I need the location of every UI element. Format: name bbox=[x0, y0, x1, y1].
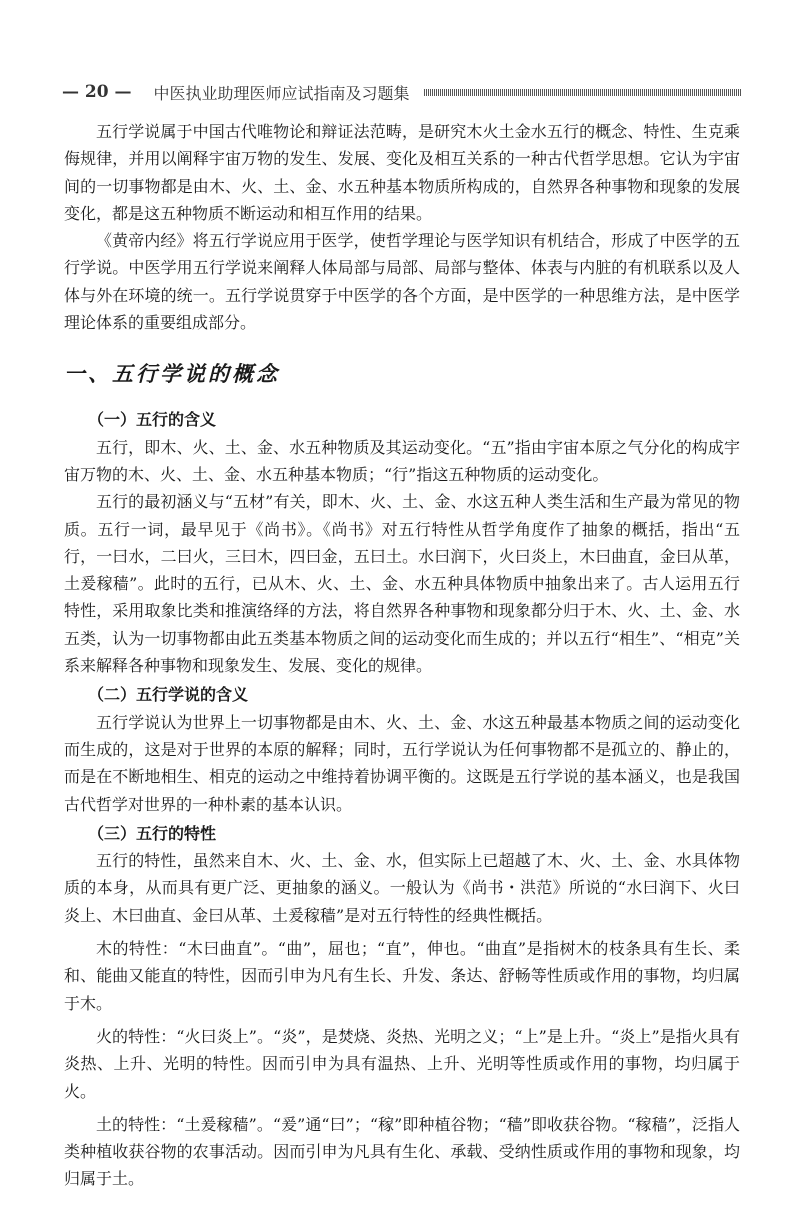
section-heading: 一、五行学说的概念 bbox=[64, 361, 280, 387]
subsection-1-paragraph-1: 五行，即木、火、土、金、水五种物质及其运动变化。“五”指由宇宙本原之气分化的构成宇宙万物的木、火、土、金、水五种基本物质；“行”指这五种物质的运动变化。 bbox=[64, 437, 740, 484]
subsection-heading-1: （一）五行的含义 bbox=[88, 410, 217, 430]
page-header bbox=[62, 80, 742, 104]
page-number: — 20 — bbox=[62, 82, 132, 102]
wood-property-paragraph: 木的特性：“木曰曲直”。“曲”，屈也；“直”，伸也。“曲直”是指树木的枝条具有生长、柔和、能曲又能直的特性，因而引申为凡有生长、升发、条达、舒畅等性质或作用的事物，均归属于木。 bbox=[64, 939, 740, 1013]
intro-paragraph-2: 《黄帝内经》将五行学说应用于医学，使哲学理论与医学知识有机结合，形成了中医学的五行学说。中医学用五行学说来阐释人体局部与局部、局部与整体、体表与内脏的有机联系以及人体与外在环境的统一。五行学说贯穿于中医学的各个方面，是中医学的一种思维方法，是中医学理论体系的重要组成部分。 bbox=[64, 231, 740, 333]
intro-paragraph-1: 五行学说属于中国古代唯物论和辩证法范畴，是研究木火土金水五行的概念、特性、生克乘侮规律，并用以阐释宇宙万物的发生、发展、变化及相互关系的一种古代哲学思想。它认为宇宙间的一切事物都是由木、火、土、金、水五种基本物质所构成的，自然界各种事物和现象的发展变化，都是这五种物质不断运动和相互作用的结果。 bbox=[64, 122, 740, 223]
subsection-heading-2: （二）五行学说的含义 bbox=[88, 685, 249, 705]
subsection-1-paragraph-2: 五行的最初涵义与“五材”有关，即木、火、土、金、水这五种人类生活和生产最为常见的物质。五行一词，最早见于《尚书》。《尚书》对五行特性从哲学角度作了抽象的概括，指出“五行，一曰水，二曰火，三曰木，四曰金，五曰土。水曰润下，火曰炎上，木曰曲直，金曰从革，土爰稼穑”。此时的五行，已从木、火、土、金、水五种具体物质中抽象出来了。古人运用五行特性，采用取象比类和推演络绎的方法，将自然界各种事物和现象都分归于木、火、土、金、水五类，认为一切事物都由此五类基本物质之间的运动变化而生成的；并以五行“相生”、“相克”关系来解释各种事物和现象发生、发展、变化的规律。 bbox=[64, 492, 740, 676]
subsection-2-paragraph-1: 五行学说认为世界上一切事物都是由木、火、土、金、水这五种最基本物质之间的运动变化而生成的，这是对于世界的本原的解释；同时，五行学说认为任何事物都不是孤立的、静止的，而是在不断地相生、相克的运动之中维持着协调平衡的。这既是五行学说的基本涵义，也是我国古代哲学对世界的一种朴素的基本认识。 bbox=[64, 712, 740, 814]
subsection-heading-3: （三）五行的特性 bbox=[88, 823, 217, 843]
page-body bbox=[64, 118, 740, 1193]
fire-property-paragraph: 火的特性：“火曰炎上”。“炎”，是焚烧、炎热、光明之义；“上”是上升。“炎上”是指火具有炎热、上升、光明的特性。因而引申为具有温热、上升、光明等性质或作用的事物，均归属于火。 bbox=[64, 1026, 740, 1101]
running-title: 中医执业助理医师应试指南及习题集 bbox=[153, 83, 410, 103]
subsection-3-paragraph-1: 五行的特性，虽然来自木、火、土、金、水，但实际上已超越了木、火、土、金、水具体物质的本身，从而具有更广泛、更抽象的涵义。一般认为《尚书・洪范》所说的“水曰润下、火曰炎上、木曰曲直、金曰从革、土爰稼穑”是对五行特性的经典性概括。 bbox=[64, 851, 740, 925]
earth-property-paragraph: 土的特性：“土爰稼穑”。“爰”通“曰”；“稼”即种植谷物；“穑”即收获谷物。“稼穑”，泛指人类种植收获谷物的农事活动。因而引申为凡具有生化、承载、受纳性质或作用的事物和现象，均归属于土。 bbox=[64, 1114, 740, 1189]
header-rule bbox=[424, 89, 742, 96]
